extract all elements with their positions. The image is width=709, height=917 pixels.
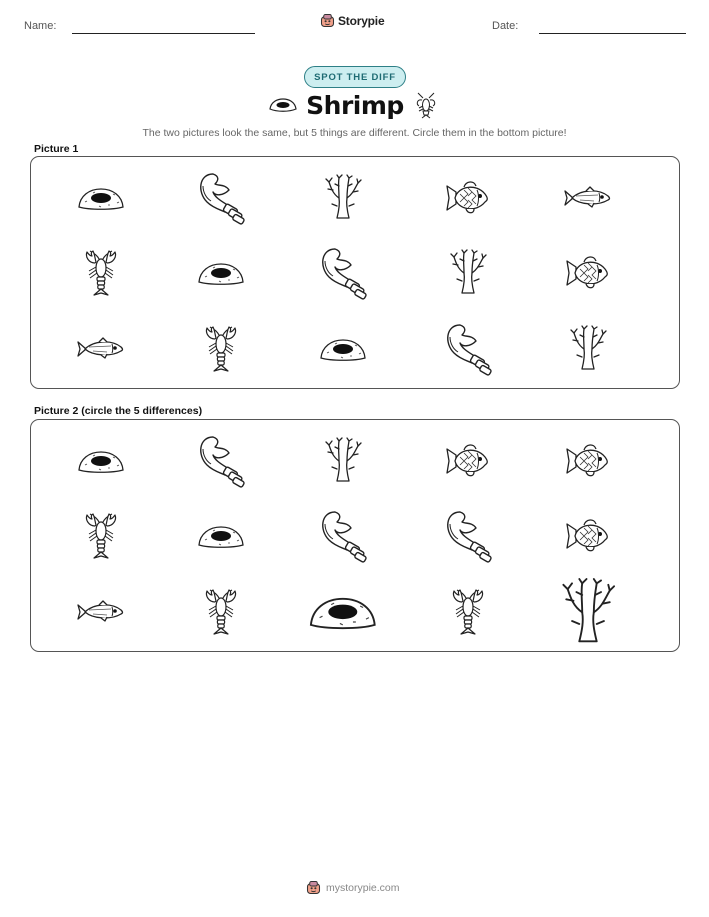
coral-icon (559, 579, 617, 646)
nest-icon (77, 185, 125, 211)
brand-logo (320, 13, 384, 28)
lobster-icon (414, 92, 438, 120)
coral-icon (323, 438, 363, 484)
claw-icon (445, 511, 491, 561)
picture2-label: Picture 2 (circle the 5 differences) (34, 405, 203, 417)
fish-icon (564, 254, 612, 292)
nest-icon (269, 97, 297, 113)
coral-icon (448, 250, 488, 296)
claw-icon (198, 173, 244, 223)
lobster-icon (81, 249, 121, 297)
brand-name: Storypie (338, 13, 385, 28)
tuna-icon (77, 337, 125, 361)
storypie-mascot-icon (306, 880, 321, 895)
date-line[interactable] (539, 33, 686, 34)
nest-icon (308, 593, 378, 631)
picture1-panel (30, 156, 680, 389)
coral-icon (323, 175, 363, 221)
spot-the-diff-badge: SPOT THE DIFF (304, 66, 406, 88)
nest-icon (197, 260, 245, 286)
lobster-icon (448, 588, 488, 636)
nest-icon (197, 523, 245, 549)
fish-icon (444, 179, 492, 217)
claw-icon (445, 324, 491, 374)
picture1-label: Picture 1 (34, 143, 79, 155)
tuna-icon (564, 186, 612, 210)
fish-icon (564, 442, 612, 480)
instructions: The two pictures look the same, but 5 things are different. Circle them in the bottom picture! (142, 127, 567, 139)
claw-icon (320, 511, 366, 561)
fish-icon (444, 442, 492, 480)
footer-url: mystorypie.com (326, 881, 400, 894)
nest-icon (77, 448, 125, 474)
page-title: Shrimp (306, 91, 404, 120)
lobster-icon (81, 512, 121, 560)
picture2-panel[interactable] (30, 419, 680, 652)
storypie-mascot-icon (320, 13, 335, 28)
lobster-icon (201, 325, 241, 373)
date-label: Date: (492, 20, 519, 32)
footer (306, 880, 400, 895)
tuna-icon (77, 600, 125, 624)
nest-icon (319, 336, 367, 362)
coral-icon (568, 326, 608, 372)
claw-icon (320, 248, 366, 298)
name-line[interactable] (72, 33, 255, 34)
name-label: Name: (24, 20, 57, 32)
lobster-icon (201, 588, 241, 636)
fish-icon (564, 517, 612, 555)
claw-icon (198, 436, 244, 486)
